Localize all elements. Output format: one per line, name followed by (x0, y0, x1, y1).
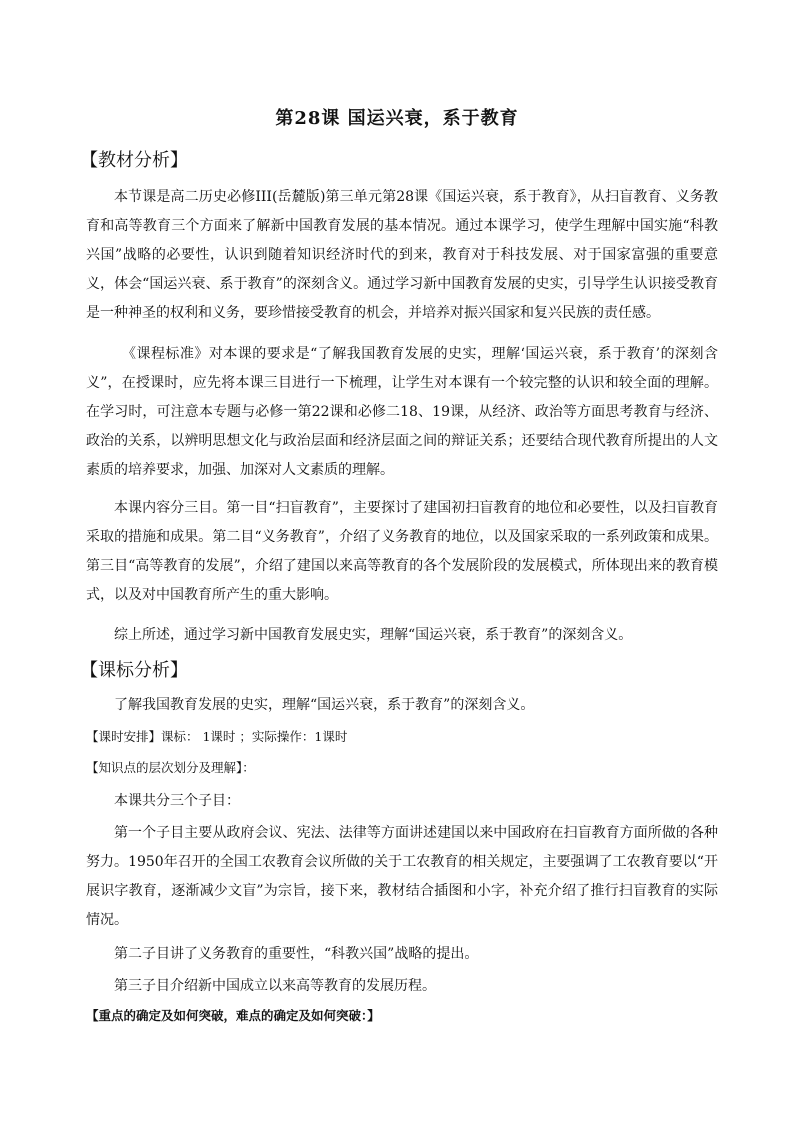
heading-key-difficult-points: 【重点的确定及如何突破，难点的确定及如何突破：】 (86, 1008, 380, 1023)
knowledge-intro: 本课共分三个子目： (114, 793, 240, 809)
textbook-analysis-paragraph-1: 本节课是高二历史必修III(岳麓版)第三单元第28课《国运兴衰，系于教育》，从扫盲教育、义务教育和高等教育三个方面来了解新中国教育发展的基本情况。通过本课学习，使学生理解中国实施“科教兴国”战略的必要性，认识到随着知识经济时代的到来，教育对于科技发展、对于国家富强的重要意义，体会“国运兴衰、系于教育”的深刻含义。通过学习新中国教育发展的史实，引导学生认识接受教育是一种神圣的权利和义务，要珍惜接受教育的机会，并培养对振兴国家和复兴民族的责任感。 (86, 189, 718, 321)
lesson-title: 第28课 国运兴衰，系于教育 (275, 108, 519, 129)
knowledge-paragraph-2: 第二子目讲了义务教育的重要性，“科教兴国”战略的提出。 (114, 946, 479, 962)
heading-curriculum-analysis: 【课标分析】 (80, 660, 188, 681)
heading-textbook-analysis: 【教材分析】 (80, 150, 188, 171)
heading-knowledge-points: 【知识点的层次划分及理解】： (86, 760, 255, 775)
textbook-analysis-paragraph-4: 综上所述，通过学习新中国教育发展史实，理解“国运兴衰，系于教育”的深刻含义。 (114, 627, 633, 643)
knowledge-paragraph-1: 第一个子目主要从政府会议、宪法、法律等方面讲述建国以来中国政府在扫盲教育方面所做的各种努力。1950年召开的全国工农教育会议所做的关于工农教育的相关规定，主要强调了工农教育要以“开展识字教育，逐渐减少文盲”为宗旨，接下来，教材结合插图和小字，补充介绍了推行扫盲教育的实际情况。 (86, 825, 718, 928)
class-schedule: 【课时安排】课标： 1课时 ；实际操作：1课时 (86, 729, 348, 744)
textbook-analysis-paragraph-3: 本课内容分三目。第一目“扫盲教育”，主要探讨了建国初扫盲教育的地位和必要性，以及扫盲教育采取的措施和成果。第二目“义务教育”，介绍了义务教育的地位，以及国家采取的一系列政策和成果。第三目“高等教育的发展”，介绍了建国以来高等教育的各个发展阶段的发展模式，所体现出来的教育模式，以及对中国教育所产生的重大影响。 (86, 500, 718, 603)
curriculum-analysis-paragraph: 了解我国教育发展的史实，理解“国运兴衰，系于教育”的深刻含义。 (114, 697, 535, 713)
textbook-analysis-paragraph-2: 《课程标准》对本课的要求是“了解我国教育发展的史实，理解‘国运兴衰，系于教育’的深刻含义”，在授课时，应先将本课三目进行一下梳理，让学生对本课有一个较完整的认识和较全面的理解。在学习时，可注意本专题与必修一第22课和必修二18、19课，从经济、政治等方面思考教育与经济、政治的关系，以辨明思想文化与政治层面和经济层面之间的辩证关系；还要结合现代教育所提出的人文素质的培养要求，加强、加深对人文素质的理解。 (86, 346, 718, 478)
knowledge-paragraph-3: 第三子目介绍新中国成立以来高等教育的发展历程。 (114, 978, 436, 994)
